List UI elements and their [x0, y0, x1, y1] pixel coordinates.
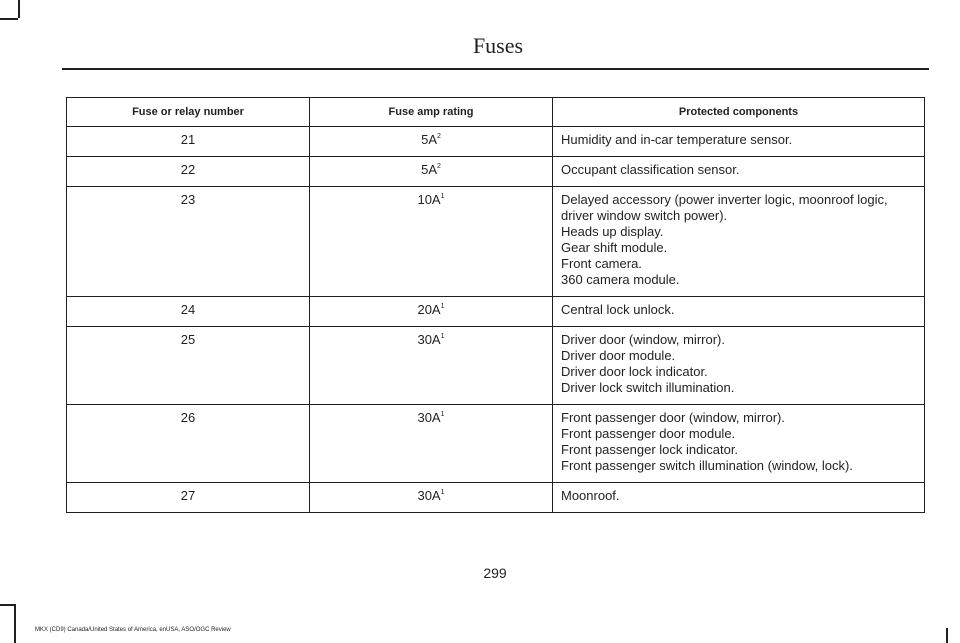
protected-components-cell	[553, 297, 925, 327]
footnote-marker: 2	[437, 133, 441, 140]
header-fuse-number: Fuse or relay number	[67, 98, 310, 127]
protected-components-cell	[553, 127, 925, 157]
component-line: Front camera.	[561, 256, 642, 271]
fuse-number-cell: 26	[67, 405, 310, 483]
table-row	[67, 405, 925, 483]
component-line: Humidity and in-car temperature sensor.	[561, 132, 793, 147]
amp-rating-cell	[310, 157, 553, 187]
table-row	[67, 127, 925, 157]
protected-components-cell	[553, 187, 925, 297]
protected-components-cell	[553, 157, 925, 187]
table-row	[67, 187, 925, 297]
amp-rating-cell	[310, 483, 553, 513]
amp-rating-value: 30A	[417, 488, 441, 503]
document-footer: MKX (CD9) Canada/United States of America, enUSA, ASO/OGC Review	[35, 627, 231, 633]
amp-rating-value: 30A	[417, 332, 441, 347]
amp-rating-value: 10A	[417, 192, 441, 207]
component-line: Front passenger door (window, mirror).	[561, 410, 785, 425]
component-line: Driver lock switch illumination.	[561, 380, 735, 395]
page-number: 299	[483, 565, 507, 581]
table-row	[67, 327, 925, 405]
component-line: driver window switch power).	[561, 208, 728, 223]
table-header-row	[67, 98, 925, 127]
page-title: Fuses	[472, 33, 524, 58]
component-line: Heads up display.	[561, 224, 664, 239]
fuse-number-cell: 22	[67, 157, 310, 187]
component-line: Driver door lock indicator.	[561, 364, 708, 379]
component-line: Front passenger door module.	[561, 426, 736, 441]
footnote-marker: 1	[440, 303, 445, 310]
component-line: Delayed accessory (power inverter logic, moonroof logic,	[561, 192, 888, 207]
footnote-marker: 1	[440, 333, 445, 340]
protected-components-cell	[553, 405, 925, 483]
table-row	[67, 483, 925, 513]
fuse-number-cell: 27	[67, 483, 310, 513]
amp-rating-cell	[310, 127, 553, 157]
component-line: Front passenger switch illumination (window, lock).	[561, 458, 853, 473]
component-line: Front passenger lock indicator.	[561, 442, 739, 457]
crop-mark-bottom-right	[946, 628, 948, 643]
component-line: Driver door (window, mirror).	[561, 332, 725, 347]
amp-rating-value: 5A	[421, 162, 437, 177]
crop-mark-bottom-left	[14, 604, 16, 643]
amp-rating-cell	[310, 405, 553, 483]
amp-rating-cell	[310, 187, 553, 297]
fuse-table-body	[67, 127, 925, 513]
fuse-table	[66, 97, 925, 513]
fuse-number-cell: 23	[67, 187, 310, 297]
table-row	[67, 157, 925, 187]
component-line: Central lock unlock.	[561, 302, 675, 317]
protected-components-cell	[553, 327, 925, 405]
component-line: Gear shift module.	[561, 240, 668, 255]
title-rule	[62, 68, 929, 70]
header-amp-rating: Fuse amp rating	[310, 98, 553, 127]
component-line: Occupant classification sensor.	[561, 162, 740, 177]
footnote-marker: 2	[437, 163, 441, 170]
footnote-marker: 1	[440, 193, 445, 200]
component-line: 360 camera module.	[561, 272, 680, 287]
crop-mark-top-left	[0, 18, 18, 20]
amp-rating-value: 20A	[417, 302, 441, 317]
fuse-number-cell: 25	[67, 327, 310, 405]
component-line: Driver door module.	[561, 348, 676, 363]
header-protected-components: Protected components	[553, 98, 925, 127]
table-row	[67, 297, 925, 327]
component-line: Moonroof.	[561, 488, 620, 503]
amp-rating-value: 5A	[421, 132, 437, 147]
fuse-number-cell: 24	[67, 297, 310, 327]
crop-mark-top-left	[18, 0, 20, 18]
amp-rating-cell	[310, 327, 553, 405]
protected-components-cell	[553, 483, 925, 513]
footnote-marker: 1	[440, 411, 445, 418]
fuse-number-cell: 21	[67, 127, 310, 157]
crop-mark-bottom-left	[0, 604, 14, 606]
amp-rating-cell	[310, 297, 553, 327]
amp-rating-value: 30A	[417, 410, 441, 425]
footnote-marker: 1	[440, 489, 445, 496]
